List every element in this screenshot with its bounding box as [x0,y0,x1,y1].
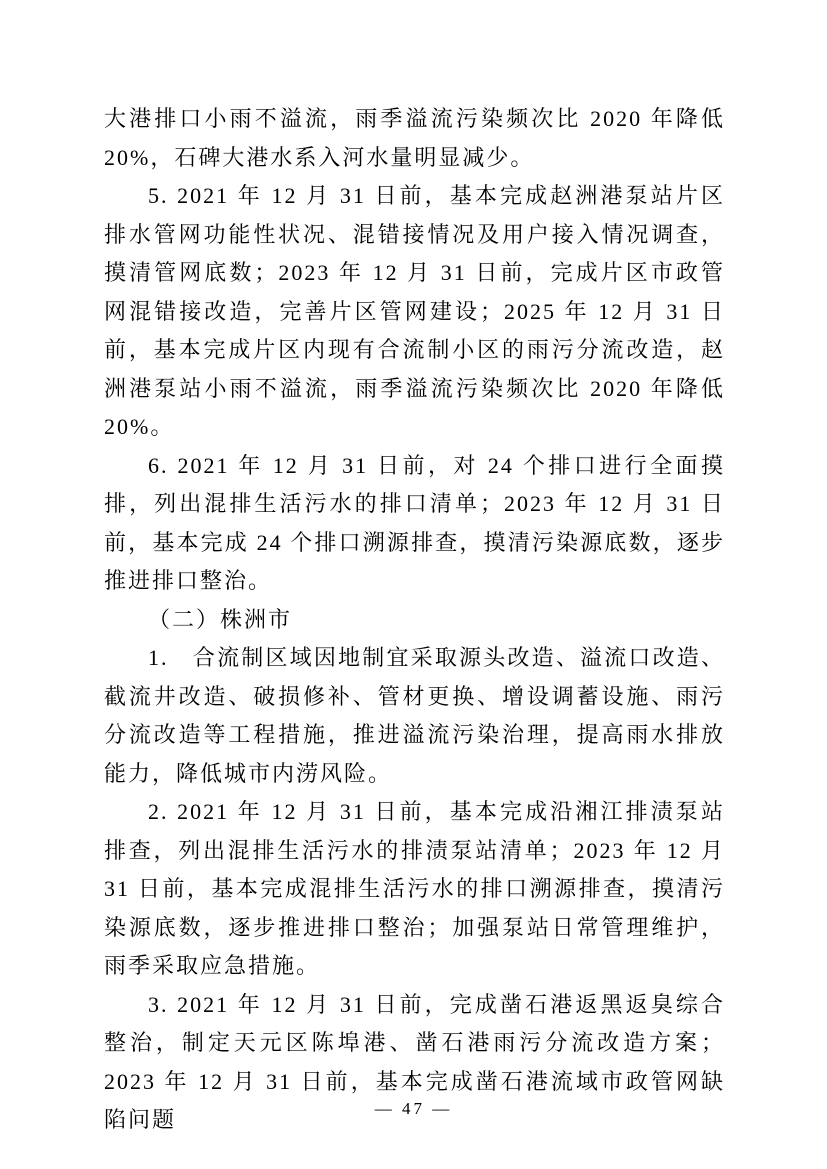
list-item-5: 5. 2021 年 12 月 31 日前，基本完成赵洲港泵站片区排水管网功能性状况、混错接情况及用户接入情况调查，摸清管网底数；2023 年 12 月 31 日前，完成片区市政管网混错接改造，完善片区管网建设；2025 年 12 月 31 日前，基本完成片区内现有合流制小区的雨污分流改造，赵洲港泵站小雨不溢流，雨季溢流污染频次比 2020 年降低 20%。 [104,183,725,439]
document-body [104,100,725,1140]
list-item-6: 6. 2021 年 12 月 31 日前，对 24 个排口进行全面摸排，列出混排生活污水的排口清单；2023 年 12 月 31 日前，基本完成 24 个排口溯源排查，摸清污染源底数，逐步推进排口整治。 [104,452,725,593]
list-item-2: 2. 2021 年 12 月 31 日前，基本完成沿湘江排渍泵站排查，列出混排生活污水的排渍泵站清单；2023 年 12 月 31 日前，基本完成混排生活污水的排口溯源排查，摸清污染源底数，逐步推进排口整治；加强泵站日常管理维护，雨季采取应急措施。 [104,799,725,978]
section-heading-zhuzhou: （二）株洲市 [148,606,293,632]
paragraph-continuation: 大港排口小雨不溢流，雨季溢流污染频次比 2020 年降低 20%，石碑大港水系入河水量明显减少。 [104,106,725,170]
list-item-3: 3. 2021 年 12 月 31 日前，完成凿石港返黑返臭综合整治，制定天元区陈埠港、凿石港雨污分流改造方案；2023 年 12 月 31 日前，基本完成凿石港流域市政管网缺陷问题 [104,991,725,1132]
page-number: — 47 — [374,1099,453,1118]
list-item-1: 1. 合流制区域因地制宜采取源头改造、溢流口改造、截流井改造、破损修补、管材更换、增设调蓄设施、雨污分流改造等工程措施，推进溢流污染治理，提高雨水排放能力，降低城市内涝风险。 [104,645,725,786]
page-footer [0,1099,827,1119]
